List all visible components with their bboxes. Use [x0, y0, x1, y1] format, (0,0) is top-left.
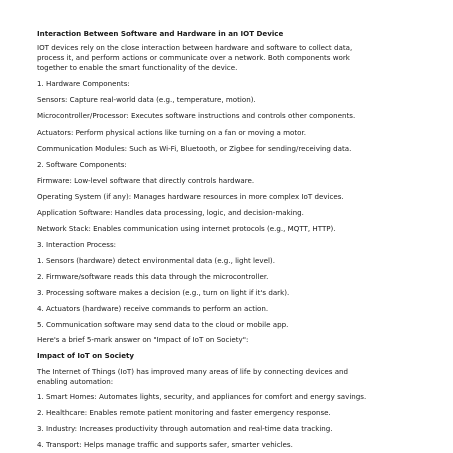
software-item: Network Stack: Enables communication using internet protocols (e.g., MQTT, HTTP). [37, 224, 336, 233]
impact-intro-line: The Internet of Things (IoT) has improved many areas of life by connecting devices and [37, 367, 349, 376]
hardware-item: Communication Modules: Such as Wi-Fi, Bluetooth, or Zigbee for sending/receiving data. [37, 144, 352, 153]
software-item: Firmware: Low-level software that directly controls hardware. [37, 176, 255, 185]
intro-line: IOT devices rely on the close interaction between hardware and software to collect data, [37, 43, 353, 52]
process-item: 2. Firmware/software reads this data through the microcontroller. [37, 272, 269, 281]
software-item: Operating System (if any): Manages hardware resources in more complex IoT devices. [37, 192, 344, 201]
process-item: 5. Communication software may send data to the cloud or mobile app. [37, 320, 289, 329]
hardware-item: Sensors: Capture real-world data (e.g., temperature, motion). [37, 95, 256, 104]
process-heading: 3. Interaction Process: [37, 240, 117, 249]
brief-intro: Here's a brief 5-mark answer on "Impact of IoT on Society": [37, 335, 249, 344]
intro-line: together to enable the smart functionality of the device. [37, 63, 238, 72]
software-heading: 2. Software Components: [37, 160, 127, 169]
hardware-item: Microcontroller/Processor: Executes software instructions and controls other components. [37, 111, 356, 120]
process-item: 4. Actuators (hardware) receive commands to perform an action. [37, 304, 269, 313]
hardware-heading: 1. Hardware Components: [37, 79, 130, 88]
impact-item: 4. Transport: Helps manage traffic and supports safer, smarter vehicles. [37, 440, 293, 449]
software-item: Application Software: Handles data processing, logic, and decision-making. [37, 208, 304, 217]
impact-item: 3. Industry: Increases productivity through automation and real-time data tracking. [37, 424, 333, 433]
impact-item: 1. Smart Homes: Automates lights, security, and appliances for comfort and energy savings. [37, 392, 367, 401]
hardware-item: Actuators: Perform physical actions like turning on a fan or moving a motor. [37, 128, 307, 137]
impact-intro-line: enabling automation: [37, 377, 114, 386]
document-title: Interaction Between Software and Hardware in an IOT Device [37, 29, 284, 38]
process-item: 1. Sensors (hardware) detect environmental data (e.g., light level). [37, 256, 275, 265]
intro-line: process it, and perform actions or communicate over a network. Both components work [37, 53, 350, 62]
impact-heading: Impact of IoT on Society [37, 351, 135, 360]
impact-item: 2. Healthcare: Enables remote patient monitoring and faster emergency response. [37, 408, 331, 417]
process-item: 3. Processing software makes a decision (e.g., turn on light if it's dark). [37, 288, 290, 297]
